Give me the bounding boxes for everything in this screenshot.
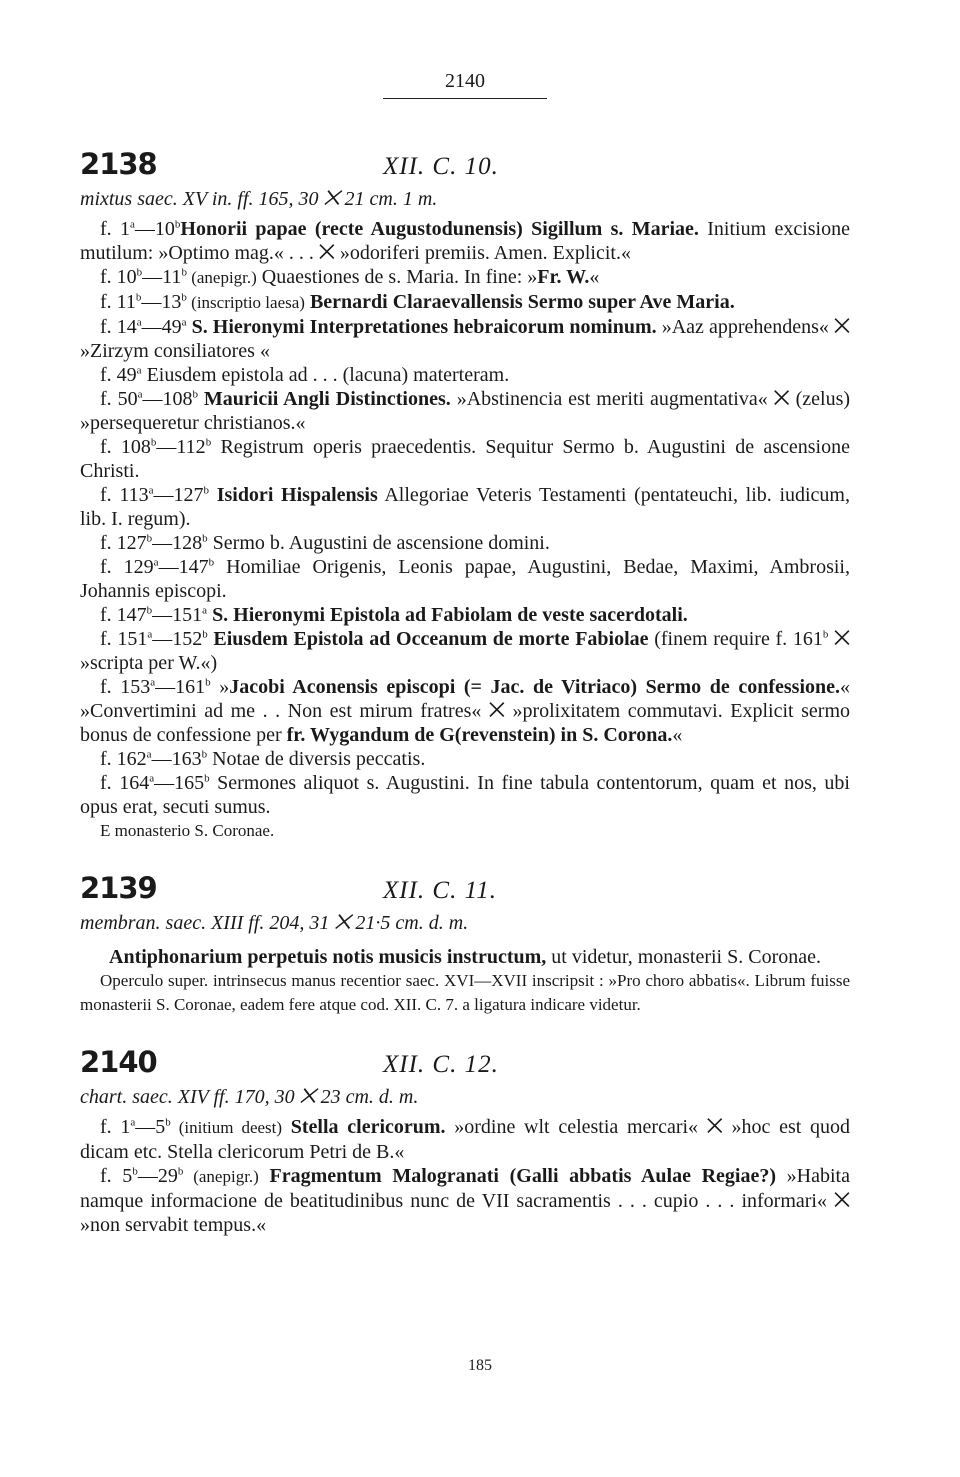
entry-number: 2140 bbox=[80, 1045, 157, 1079]
item-text: ⨉ »scripta per W.«) bbox=[80, 628, 851, 674]
codex-description: chart. saec. XIV ff. 170, 30 ⨉ 23 cm. d. m. bbox=[80, 1086, 419, 1108]
superscript: b bbox=[174, 218, 181, 231]
item-text: Quaestiones de s. Maria. In fine: » bbox=[256, 266, 538, 288]
superscript: b bbox=[822, 628, 829, 641]
superscript: b bbox=[177, 1165, 184, 1178]
item-title: Mauricii Angli Distinctiones. bbox=[197, 388, 451, 410]
superscript: b bbox=[205, 436, 212, 449]
folio-item bbox=[80, 1115, 850, 1164]
superscript: a bbox=[137, 388, 143, 401]
note-text: Operculo super. intrinsecus manus recentior saec. XVI—XVII inscripsit : »Pro choro abbatis«. Librum fuisse monasterii S. Coronae, eadem fere atque cod. XII. C. 7. a ligatura indicare videtur. bbox=[80, 971, 850, 1014]
superscript: b bbox=[202, 628, 208, 641]
item-text: —128 bbox=[152, 532, 203, 554]
item-text: f. 129 bbox=[100, 556, 154, 578]
superscript: a bbox=[136, 364, 142, 377]
superscript: a bbox=[148, 484, 154, 497]
item-list bbox=[80, 1115, 850, 1237]
item-text: f. 11 bbox=[100, 291, 136, 313]
item-text: f. 147 bbox=[100, 604, 147, 626]
folio-item bbox=[80, 387, 850, 435]
item-text: f. 164 bbox=[100, 772, 150, 794]
item-text: « bbox=[672, 724, 683, 746]
item-text: Sermones aliquot s. Augustini. In fine tabula contentorum, quam et nos, ubi opus erat, secuti sumus. bbox=[80, 772, 850, 818]
folio-item bbox=[80, 363, 850, 387]
item-text: —108 bbox=[142, 388, 193, 410]
item-text: « »Convertimini ad me . . Non est mirum fratres« ⨉ »prolixitatem commutavi. Explicit sermo bonus de confessione per bbox=[80, 676, 850, 746]
entry-header bbox=[80, 871, 850, 905]
item-text: »Abstinencia est meriti augmentativa« ⨉ (zelus) »persequeretur christianos.« bbox=[80, 388, 851, 434]
folio-item bbox=[80, 265, 850, 290]
item-text: —11 bbox=[142, 266, 182, 288]
item-text: —151 bbox=[152, 604, 203, 626]
folio-item bbox=[80, 531, 850, 555]
folio-item bbox=[80, 290, 850, 315]
item-text: f. 151 bbox=[100, 628, 148, 650]
folio-item bbox=[80, 483, 850, 531]
item-text: —165 bbox=[154, 772, 205, 794]
item-title: Fragmentum Malogranati (Galli abbatis Aulae Regiae?) bbox=[258, 1165, 777, 1187]
superscript: a bbox=[150, 676, 156, 689]
item-title: Stella clericorum. bbox=[282, 1116, 446, 1138]
work-title bbox=[80, 945, 850, 969]
item-text: —161 bbox=[155, 676, 206, 698]
item-text: —49 bbox=[141, 316, 182, 338]
entry-header bbox=[80, 1045, 850, 1079]
superscript: b bbox=[201, 748, 208, 761]
item-text: »Aaz apprehendens« ⨉ »Zirzym consiliatores « bbox=[80, 316, 850, 362]
superscript: a bbox=[202, 604, 208, 617]
superscript: b bbox=[136, 266, 143, 279]
page-body bbox=[80, 70, 850, 1237]
item-title: Fr. W. bbox=[537, 266, 590, 288]
running-head: 2140 bbox=[445, 70, 485, 92]
item-text: —29 bbox=[137, 1165, 178, 1187]
folio-number: 185 bbox=[468, 1357, 492, 1374]
item-text: —147 bbox=[158, 556, 209, 578]
superscript: b bbox=[181, 291, 187, 304]
folio-item bbox=[80, 315, 850, 363]
item-text: »ordine wlt celestia mercari« ⨉ »hoc est quod dicam etc. Stella clericorum Petri de B.« bbox=[80, 1116, 850, 1163]
superscript: b bbox=[202, 532, 208, 545]
item-text: Notae de diversis peccatis. bbox=[207, 748, 426, 770]
item-remark: (initium deest) bbox=[170, 1118, 283, 1137]
item-text: —10 bbox=[134, 218, 175, 240]
superscript: b bbox=[205, 676, 211, 689]
superscript: a bbox=[130, 1116, 136, 1129]
entry-number: 2139 bbox=[80, 871, 157, 905]
item-title: Bernardi Claraevallensis Sermo super Ave Maria. bbox=[304, 291, 735, 313]
item-title: fr. Wygandum de G(revenstein) in S. Corona. bbox=[286, 724, 673, 746]
item-text: Initium excisione mutilum: »Optimo mag.« . . . ⨉ »odoriferi premiis. Amen. Explicit.« bbox=[80, 218, 850, 264]
folio-item bbox=[80, 771, 850, 819]
work-title-bold: Antiphonarium perpetuis notis musicis instructum, bbox=[109, 946, 547, 968]
item-text: f. 1 bbox=[100, 1116, 131, 1138]
shelfmark: XII. C. 11. bbox=[383, 877, 497, 904]
superscript: b bbox=[203, 484, 209, 497]
item-text: »Habita namque informacione de beatitudinibus nunc de VII sacramentis . . . cupio . . . informari« ⨉ »non servabit tempus.« bbox=[80, 1165, 850, 1236]
codex-description: membran. saec. XIII ff. 204, 31 ⨉ 21·5 cm. d. m. bbox=[80, 912, 469, 934]
work-title-rest: ut videtur, monasterii S. Coronae. bbox=[546, 946, 821, 968]
item-text: f. 127 bbox=[100, 532, 147, 554]
item-text: « bbox=[589, 266, 600, 288]
item-title: S. Hieronymi Epistola ad Fabiolam de veste sacerdotali. bbox=[207, 604, 688, 626]
item-text: f. 14 bbox=[100, 316, 137, 338]
item-text: f. 113 bbox=[100, 484, 149, 506]
superscript: b bbox=[181, 266, 187, 279]
provenance: E monasterio S. Coronae. bbox=[100, 821, 275, 840]
superscript: a bbox=[130, 218, 135, 231]
codex-description: mixtus saec. XV in. ff. 165, 30 ⨉ 21 cm. 1 m. bbox=[80, 188, 438, 210]
superscript: b bbox=[192, 388, 198, 401]
superscript: a bbox=[149, 772, 155, 785]
folio-item bbox=[80, 1164, 850, 1237]
item-text: » bbox=[210, 676, 230, 698]
item-text: —152 bbox=[152, 628, 203, 650]
item-remark: (anepigr.) bbox=[183, 1167, 259, 1186]
binding-note bbox=[80, 969, 850, 1017]
folio-item bbox=[80, 603, 850, 627]
superscript: b bbox=[146, 532, 153, 545]
superscript: b bbox=[132, 1165, 138, 1178]
item-text: f. 1 bbox=[100, 218, 130, 240]
folio-item bbox=[80, 435, 850, 483]
superscript: a bbox=[147, 628, 153, 641]
item-text: (finem require f. 161 bbox=[648, 628, 823, 650]
folio-item bbox=[80, 217, 850, 265]
superscript: b bbox=[204, 772, 210, 785]
item-text: f. 5 bbox=[100, 1165, 133, 1187]
item-text: Allegoriae Veteris Testamenti (pentateuchi, lib. iudicum, lib. I. regum). bbox=[80, 484, 850, 530]
superscript: a bbox=[146, 748, 152, 761]
folio-item bbox=[80, 627, 850, 675]
item-text: Sermo b. Augustini de ascensione domini. bbox=[207, 532, 550, 554]
superscript: a bbox=[181, 316, 187, 329]
item-text: —13 bbox=[141, 291, 182, 313]
item-title: S. Hieronymi Interpretationes hebraicorum nominum. bbox=[186, 316, 657, 338]
item-text: Registrum operis praecedentis. Sequitur Sermo b. Augustini de ascensione Christi. bbox=[80, 436, 850, 482]
item-remark: (inscriptio laesa) bbox=[186, 293, 305, 312]
item-text: —127 bbox=[153, 484, 204, 506]
superscript: a bbox=[153, 556, 159, 569]
folio-item bbox=[80, 747, 850, 771]
item-text: f. 108 bbox=[100, 436, 151, 458]
item-remark: (anepigr.) bbox=[186, 268, 257, 287]
item-title: Eiusdem Epistola ad Occeanum de morte Fabiolae bbox=[207, 628, 649, 650]
item-text: —163 bbox=[151, 748, 202, 770]
item-text: Homiliae Origenis, Leonis papae, Augustini, Bedae, Maximi, Ambrosii, Johannis episcopi. bbox=[80, 556, 850, 602]
superscript: b bbox=[135, 291, 142, 304]
item-text: —112 bbox=[156, 436, 206, 458]
item-title: Isidori Hispalensis bbox=[209, 484, 378, 506]
item-title: Jacobi Aconensis episcopi (= Jac. de Vitriaco) Sermo de confessione. bbox=[229, 676, 840, 698]
item-text: Eiusdem epistola ad . . . (lacuna) materteram. bbox=[141, 364, 510, 386]
item-text: f. 50 bbox=[100, 388, 138, 410]
folio-item bbox=[80, 555, 850, 603]
item-text: —5 bbox=[135, 1116, 166, 1138]
item-text: f. 49 bbox=[100, 364, 137, 386]
item-list bbox=[80, 217, 850, 819]
item-title: Honorii papae (recte Augustodunensis) Sigillum s. Mariae. bbox=[180, 218, 699, 240]
superscript: a bbox=[136, 316, 142, 329]
shelfmark: XII. C. 12. bbox=[383, 1051, 499, 1078]
entry-number: 2138 bbox=[80, 147, 157, 181]
entry-header bbox=[80, 147, 850, 181]
item-text: f. 162 bbox=[100, 748, 147, 770]
item-text: f. 153 bbox=[100, 676, 151, 698]
superscript: b bbox=[165, 1116, 171, 1129]
item-text: f. 10 bbox=[100, 266, 137, 288]
shelfmark: XII. C. 10. bbox=[383, 153, 499, 180]
superscript: b bbox=[150, 436, 157, 449]
superscript: b bbox=[208, 556, 215, 569]
folio-item bbox=[80, 675, 850, 747]
superscript: b bbox=[146, 604, 153, 617]
